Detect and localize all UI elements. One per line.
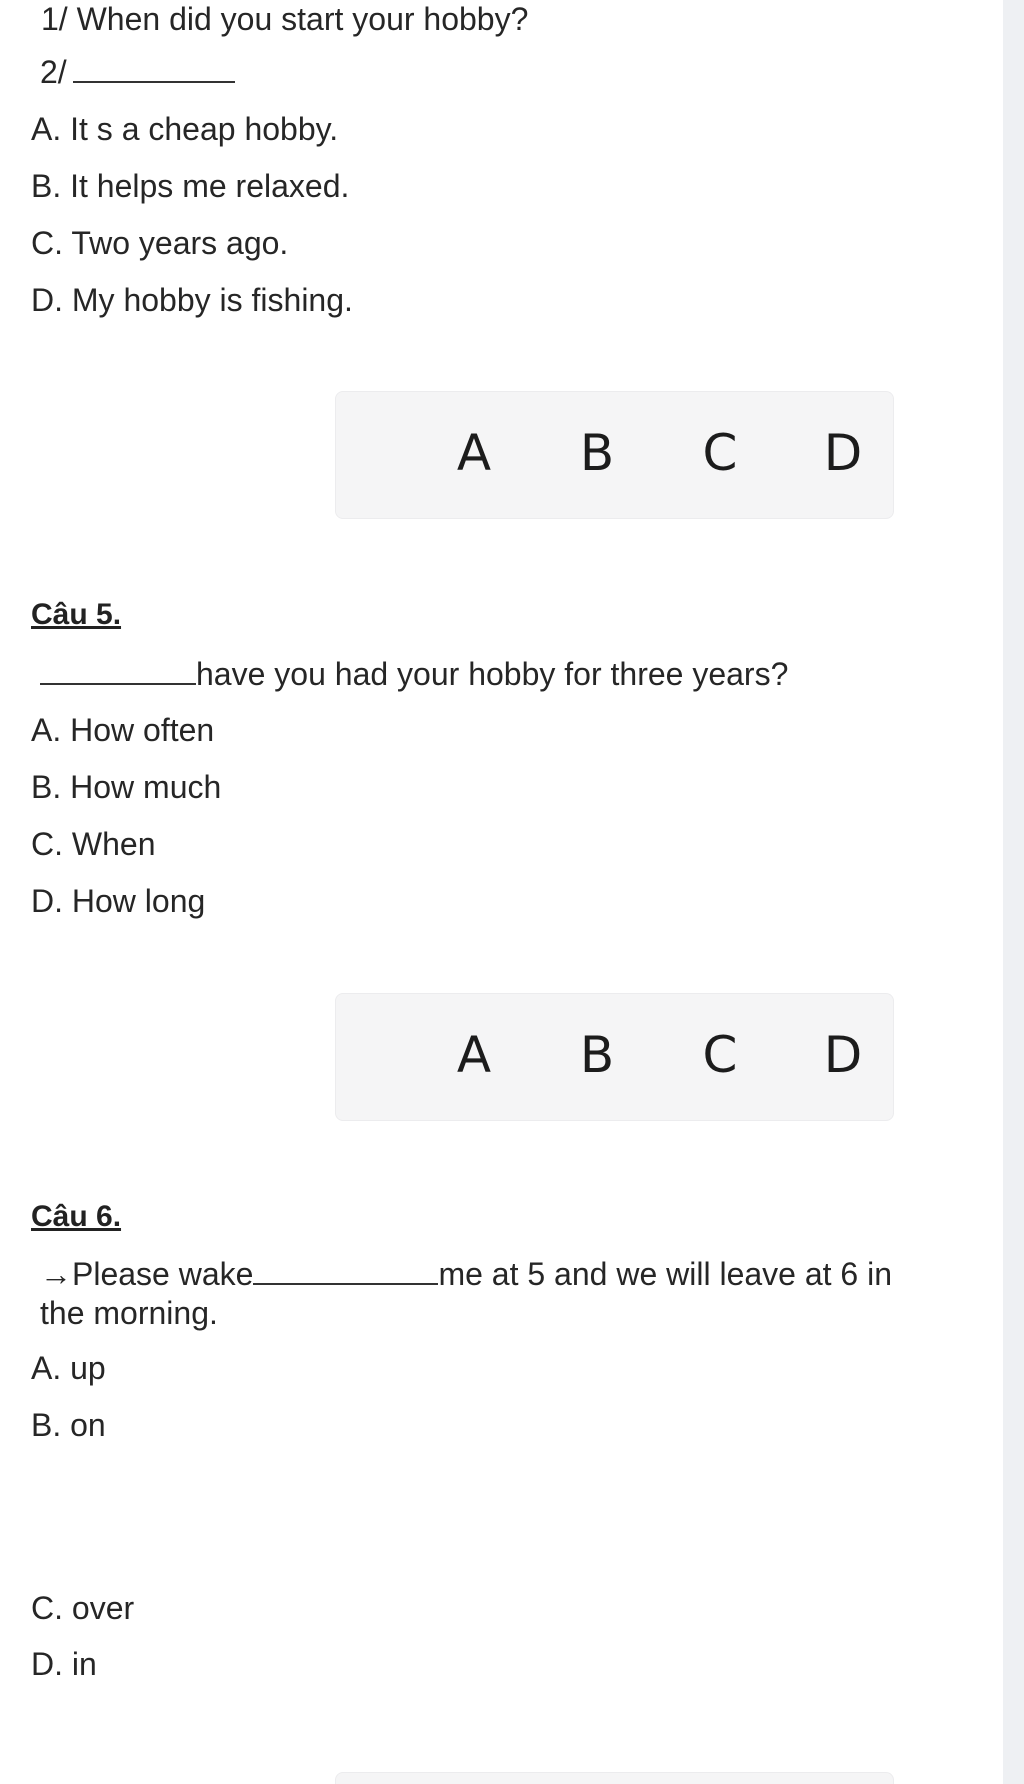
q6-option-b[interactable]: B. on [31,1407,106,1443]
side-strip [1003,0,1024,1784]
q5-answer-selector [335,993,894,1121]
q4-answer-d-button[interactable]: D [823,424,863,482]
q4-option-a[interactable]: A. It s a cheap hobby. [31,111,339,147]
q6-question-suffix: me at 5 and we will leave at 6 in [438,1256,893,1292]
q5-answer-c-button[interactable]: C [702,1026,738,1084]
q6-question-line-2: the morning. [40,1295,218,1331]
question-4-number: 2/ [40,54,67,90]
q6-answer-selector-partial [335,1772,894,1784]
q5-question-text: have you had your hobby for three years? [196,656,789,692]
q5-option-d[interactable]: D. How long [31,883,206,919]
q4-option-c[interactable]: C. Two years ago. [31,225,289,261]
q4-option-d[interactable]: D. My hobby is fishing. [31,282,353,318]
q4-answer-c-button[interactable]: C [702,424,738,482]
q5-answer-b-button[interactable]: B [579,1026,615,1084]
q4-option-b[interactable]: B. It helps me relaxed. [31,168,350,204]
q5-option-a[interactable]: A. How often [31,712,215,748]
q4-answer-b-button[interactable]: B [579,424,615,482]
answer-blank [40,655,196,685]
q5-answer-d-button[interactable]: D [823,1026,863,1084]
q5-heading: Câu 5. [31,598,122,631]
question-4-line-1: 1/ When did you start your hobby? [41,1,529,37]
answer-blank [73,53,235,83]
q6-option-a[interactable]: A. up [31,1350,106,1386]
q5-option-b[interactable]: B. How much [31,769,222,805]
q5-answer-a-button[interactable]: A [456,1026,492,1084]
q4-answer-selector [335,391,894,519]
q4-answer-a-button[interactable]: A [456,424,492,482]
answer-blank [253,1255,438,1285]
q5-question [40,655,788,693]
q6-option-c[interactable]: C. over [31,1590,135,1626]
q6-heading: Câu 6. [31,1200,122,1233]
q6-question-line-1 [40,1255,892,1293]
question-4-line-2 [40,53,235,91]
q6-option-d[interactable]: D. in [31,1646,97,1682]
q5-option-c[interactable]: C. When [31,826,156,862]
q6-question-prefix: →Please wake [40,1256,254,1292]
